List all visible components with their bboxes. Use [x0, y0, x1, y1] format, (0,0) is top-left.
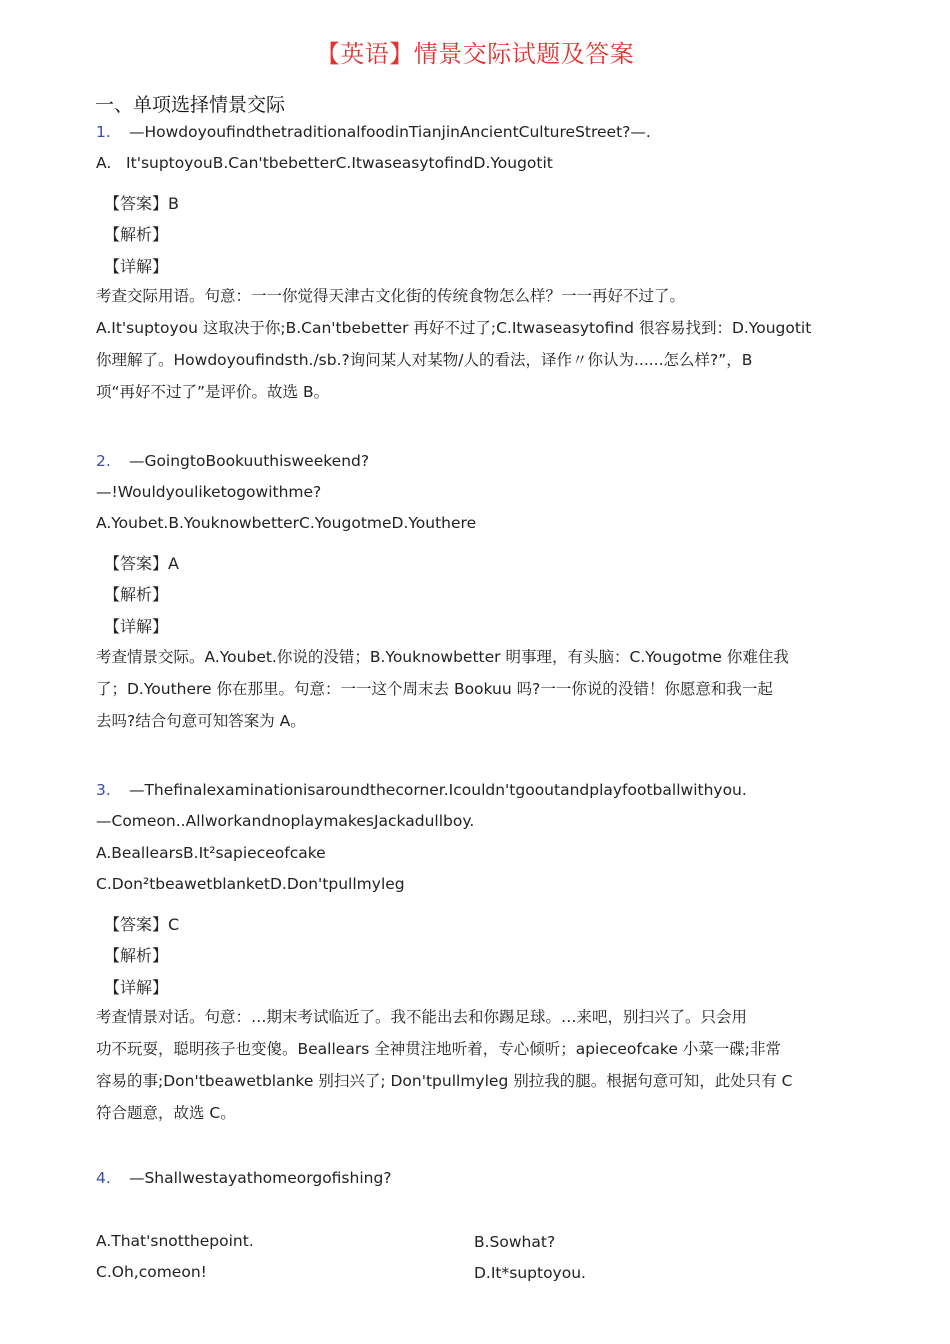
question-1-options: A. It'suptoyouB.Can'tbebetterC.ItwaseasytofindD.Yougotit [96, 154, 553, 172]
question-3-options-cd: C.Don²tbeawetblanketD.Don'tpullmyleg [96, 875, 405, 893]
question-3-analysis-label: 【解析】 [104, 946, 169, 965]
detail-line: 了；D.Youthere 你在那里。句意：一一这个周末去 Bookuu 吗?一一你说的没错！你愿意和我一起 [96, 680, 773, 698]
detail-line: 考查情景对话。句意：…期末考试临近了。我不能出去和你踢足球。…来吧，别扫兴了。只会用 [96, 1008, 748, 1026]
answer-label: 【答案】 [104, 915, 169, 934]
question-text: —HowdoyoufindthetraditionalfoodinTianjinAncientCultureStreet?—. [128, 123, 651, 141]
question-2-stem [96, 450, 369, 472]
question-2-options: A.Youbet.B.YouknowbetterC.YougotmeD.Youthere [96, 514, 477, 532]
question-3-detail [96, 1001, 856, 1129]
document-title: 【英语】情景交际试题及答案 [315, 40, 635, 68]
question-2-detail-label: 【详解】 [104, 617, 169, 636]
detail-line: 符合题意，故选 C。 [96, 1104, 236, 1122]
answer-label: 【答案】 [104, 194, 169, 213]
question-4-stem [96, 1167, 392, 1189]
detail-line: 去吗?结合句意可知答案为 A。 [96, 712, 306, 730]
question-3-answer [104, 912, 179, 935]
detail-line: 考查情景交际。A.Youbet.你说的没错；B.Youknowbetter 明事理，有头脑：C.Yougotme 你难住我 [96, 648, 789, 666]
answer-value: A [168, 554, 179, 573]
answer-value: C [168, 915, 180, 934]
question-1-analysis-label: 【解析】 [104, 225, 169, 244]
question-text: —Thefinalexaminationisaroundthecorner.Icouldn'tgooutandplayfootballwithyou. [128, 781, 747, 799]
detail-line: 你理解了。Howdoyoufindsth./sb.?询问某人对某物/人的看法，译作〃你认为......怎么样?”，B [96, 351, 753, 369]
question-1-detail [96, 280, 856, 408]
question-3-detail-label: 【详解】 [104, 978, 169, 997]
question-number: 4. [96, 1169, 111, 1187]
question-4-option-d: D.It*suptoyou. [474, 1264, 586, 1282]
question-text: —GoingtoBookuuthisweekend? [128, 452, 370, 470]
question-2-detail [96, 641, 856, 737]
question-4-option-b: B.Sowhat? [474, 1233, 556, 1251]
detail-line: 容易的事;Don'tbeawetblanke 别扫兴了; Don'tpullmyleg 别拉我的腿。根据句意可知，此处只有 C [96, 1072, 793, 1090]
question-4-option-a: A.That'snotthepoint. [96, 1232, 254, 1250]
question-number: 3. [96, 781, 111, 799]
question-1-detail-label: 【详解】 [104, 257, 169, 276]
detail-line: 考查交际用语。句意：一一你觉得天津古文化街的传统食物怎么样？一一再好不过了。 [96, 287, 686, 305]
question-number: 1. [96, 123, 111, 141]
question-2-answer [104, 551, 179, 574]
question-2-reply: —!Wouldyouliketogowithme? [96, 483, 322, 501]
question-3-reply: —Comeon..Allworkandnoplaymakes​Jackadullboy. [96, 812, 475, 830]
question-2-analysis-label: 【解析】 [104, 585, 169, 604]
detail-line: A.It'suptoyou 这取决于你;B.Can'tbebetter 再好不过了;C.Itwaseasytofind 很容易找到：D.Yougotit [96, 319, 812, 337]
question-number: 2. [96, 452, 111, 470]
question-3-options-ab: A.BeallearsB.It²sapieceofcake [96, 844, 326, 862]
answer-label: 【答案】 [104, 554, 169, 573]
question-3-stem [96, 779, 747, 801]
question-1-stem [96, 121, 651, 143]
question-4-option-c: C.Oh,comeon! [96, 1263, 207, 1281]
question-1-answer [104, 191, 179, 214]
detail-line: 项“再好不过了”是评价。故选 B。 [96, 383, 330, 401]
answer-value: B [168, 194, 179, 213]
question-text: —Shallwestayathomeorgofishing? [128, 1169, 392, 1187]
section-heading: 一、单项选择情景交际 [95, 94, 286, 116]
detail-line: 功不玩耍，聪明孩子也变傻。Beallears 全神贯注地听着，专心倾听；apieceofcake 小菜一碟;非常 [96, 1040, 781, 1058]
